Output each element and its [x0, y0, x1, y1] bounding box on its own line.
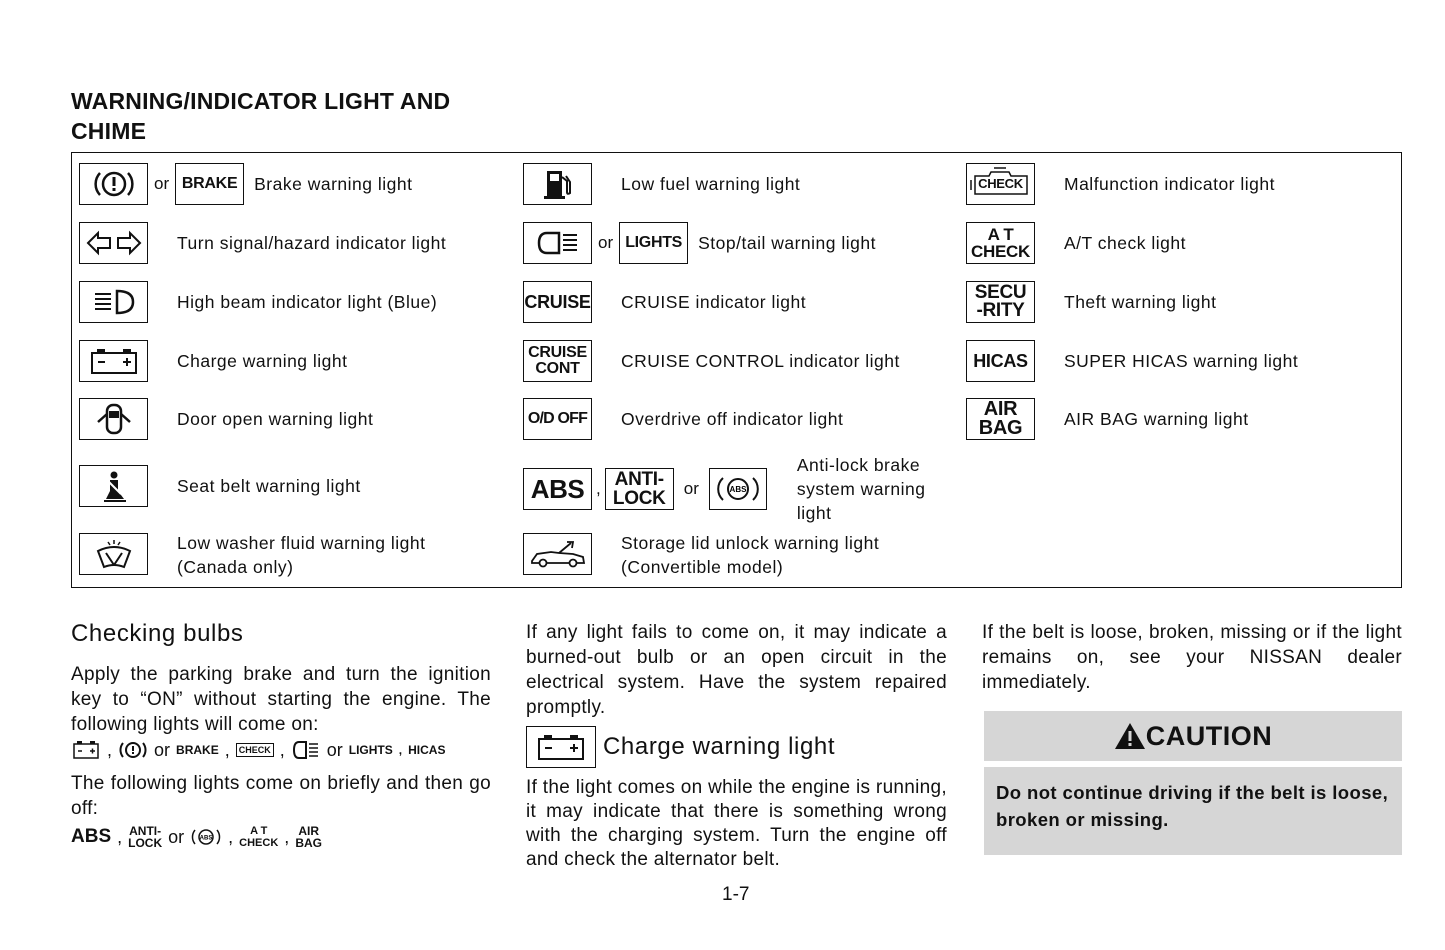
brake-warning-icon — [118, 739, 148, 761]
legend-item-stop-tail — [523, 222, 876, 264]
or-text: or — [154, 174, 170, 193]
malfunction-label: Malfunction indicator light — [1064, 174, 1275, 194]
air-word: AIR — [983, 398, 1018, 420]
battery-icon — [526, 726, 596, 768]
at-word: A T — [250, 825, 268, 837]
bag-word: BAG — [295, 836, 322, 850]
lock-word: LOCK — [128, 836, 163, 850]
page-title: WARNING/INDICATOR LIGHT AND CHIME — [71, 88, 451, 144]
stop-tail-label: Stop/tail warning light — [698, 233, 876, 253]
or-text: or — [683, 479, 699, 498]
checking-para-1: Apply the parking brake and turn the ignition key to “ON” without starting the engine. The following lights will come on: — [71, 664, 491, 735]
or-text: or — [154, 739, 171, 760]
separator-comma: , — [228, 826, 234, 847]
storage-lid-note: (Convertible model) — [621, 557, 784, 577]
check-word: CHECK — [978, 176, 1023, 191]
abs-label-block — [797, 453, 926, 525]
brake-word: BRAKE — [176, 743, 219, 757]
warning-light-legend — [71, 152, 1402, 588]
column-2-text — [526, 620, 947, 872]
cruise-word-icon: CRUISE — [523, 281, 592, 323]
high-beam-icon — [79, 281, 148, 323]
lights-word-icon: LIGHTS — [619, 222, 688, 264]
separator-comma: , — [279, 739, 285, 760]
hicas-word-icon: HICAS — [966, 340, 1035, 382]
legend-item-turn-signal — [79, 222, 446, 264]
separator-comma: , — [284, 826, 290, 847]
legend-item-high-beam — [79, 281, 437, 323]
abs-word-icon: ABS — [523, 468, 592, 510]
brake-warning-label: Brake warning light — [254, 174, 413, 194]
tail-light-icon — [291, 739, 321, 761]
washer-label-note: (Canada only) — [177, 557, 294, 577]
legend-item-at-check — [966, 222, 1186, 264]
legend-item-abs — [523, 453, 925, 525]
battery-icon — [71, 739, 101, 761]
legend-item-theft — [966, 281, 1217, 323]
charge-warning-heading: Charge warning light — [603, 733, 836, 760]
rity-word: -RITY — [976, 300, 1025, 321]
storage-lid-label-block — [621, 531, 879, 579]
at-check-label: A/T check light — [1064, 233, 1186, 253]
legend-item-storage-lid — [523, 531, 879, 579]
abs-label-1: Anti-lock brake — [796, 455, 921, 475]
check-engine-icon — [966, 163, 1035, 205]
abs-circle-icon — [709, 468, 767, 510]
checking-para-2: The following lights come on briefly and then go off: — [71, 773, 491, 819]
low-fuel-label: Low fuel warning light — [621, 174, 801, 194]
overdrive-label: Overdrive off indicator light — [621, 409, 844, 429]
check-engine-icon: CHECK — [236, 743, 274, 757]
legend-item-overdrive — [523, 398, 843, 440]
warning-triangle-icon — [1114, 722, 1146, 750]
washer-label: Low washer fluid warning light — [177, 533, 426, 553]
air-bag-label: AIR BAG warning light — [1064, 409, 1249, 429]
or-text: or — [598, 233, 614, 252]
separator-comma: , — [224, 739, 230, 760]
at-check-word — [239, 825, 278, 849]
door-open-icon — [79, 398, 148, 440]
storage-lid-icon — [523, 533, 592, 575]
hicas-word: HICAS — [408, 743, 446, 757]
legend-item-cruise-control — [523, 340, 900, 382]
charge-warning-para: If the light comes on while the engine is running, it may indicate that there is something wrong with the charging system. Turn the engine off and check the alternator belt. — [526, 777, 947, 870]
abs-circle-text: ABS — [199, 835, 213, 842]
or-text: or — [168, 826, 185, 847]
column-3-text — [982, 620, 1402, 695]
legend-item-cruise — [523, 281, 806, 323]
separator-comma: , — [398, 743, 403, 757]
washer-label-block — [177, 531, 425, 579]
at-word: A T — [987, 225, 1014, 244]
abs-circle-icon — [190, 826, 222, 848]
seat-belt-label: Seat belt warning light — [177, 476, 361, 496]
separator-comma: , — [117, 826, 123, 847]
air-bag-word-icon — [966, 398, 1035, 440]
cruise-control-label: CRUISE CONTROL indicator light — [621, 351, 900, 371]
caution-title: CAUTION — [1145, 720, 1273, 751]
legend-item-charge — [79, 340, 348, 382]
page-number: 1-7 — [722, 884, 750, 905]
turn-signal-icon — [79, 222, 148, 264]
theft-label: Theft warning light — [1064, 292, 1217, 312]
separator-comma: , — [596, 479, 601, 498]
caution-header — [984, 711, 1402, 761]
cruise-word: CRUISE — [528, 344, 587, 361]
legend-item-malfunction — [966, 163, 1275, 205]
light-fail-para: If any light fails to come on, it may indicate a burned-out bulb or an open circuit in the electrical system. Have the system repaired promptly. — [526, 622, 947, 718]
high-beam-label: High beam indicator light (Blue) — [177, 292, 438, 312]
checking-bulbs-heading: Checking bulbs — [71, 620, 244, 647]
legend-item-seat-belt — [79, 465, 361, 507]
hicas-label: SUPER HICAS warning light — [1064, 351, 1299, 371]
lights-word: LIGHTS — [348, 743, 393, 757]
storage-lid-label: Storage lid unlock warning light — [621, 533, 880, 553]
turn-signal-label: Turn signal/hazard indicator light — [177, 233, 447, 253]
abs-word: ABS — [71, 826, 112, 847]
legend-item-door — [79, 398, 373, 440]
air-word: AIR — [298, 824, 319, 838]
battery-icon — [79, 340, 148, 382]
lock-word: LOCK — [612, 488, 666, 509]
legend-item-hicas — [966, 340, 1298, 382]
legend-item-washer — [79, 531, 425, 579]
anti-word: ANTI- — [129, 824, 162, 838]
belt-loose-para: If the belt is loose, broken, missing or if the light remains on, see your NISSAN dealer immediately. — [982, 622, 1402, 693]
lights-brief-icon-line — [71, 825, 491, 849]
separator-comma: , — [107, 739, 113, 760]
anti-lock-word — [128, 825, 162, 849]
tail-light-icon — [523, 222, 592, 264]
charge-warning-heading-row — [526, 726, 947, 768]
at-check-word-icon — [966, 222, 1035, 264]
bag-word: BAG — [978, 417, 1023, 439]
checking-bulbs-section — [71, 620, 491, 859]
washer-fluid-icon — [79, 533, 148, 575]
fuel-pump-icon — [523, 163, 592, 205]
or-text: or — [326, 739, 343, 760]
check-word: CHECK — [239, 837, 279, 849]
secu-word: SECU — [974, 282, 1027, 303]
check-word: CHECK — [971, 242, 1030, 261]
cruise-label: CRUISE indicator light — [621, 292, 807, 312]
anti-lock-word-icon — [605, 468, 674, 510]
anti-word: ANTI- — [614, 469, 664, 490]
od-off-word-icon: O/D OFF — [523, 398, 592, 440]
legend-item-low-fuel — [523, 163, 800, 205]
brake-word-icon: BRAKE — [175, 163, 244, 205]
brake-warning-icon — [79, 163, 148, 205]
charge-label: Charge warning light — [177, 351, 348, 371]
seat-belt-icon — [79, 465, 148, 507]
abs-circle-text: ABS — [729, 485, 747, 494]
caution-body: Do not continue driving if the belt is loose, broken or missing. — [984, 767, 1402, 855]
legend-item-air-bag — [966, 398, 1249, 440]
lights-on-icon-line — [71, 739, 491, 761]
legend-item-brake — [79, 163, 412, 205]
door-open-label: Door open warning light — [177, 409, 374, 429]
abs-label-3: light — [796, 503, 832, 523]
cont-word: CONT — [535, 360, 580, 377]
abs-label-2: system warning — [796, 479, 926, 499]
air-bag-word — [295, 825, 322, 849]
cruise-cont-icon — [523, 340, 592, 382]
security-word-icon — [966, 281, 1035, 323]
